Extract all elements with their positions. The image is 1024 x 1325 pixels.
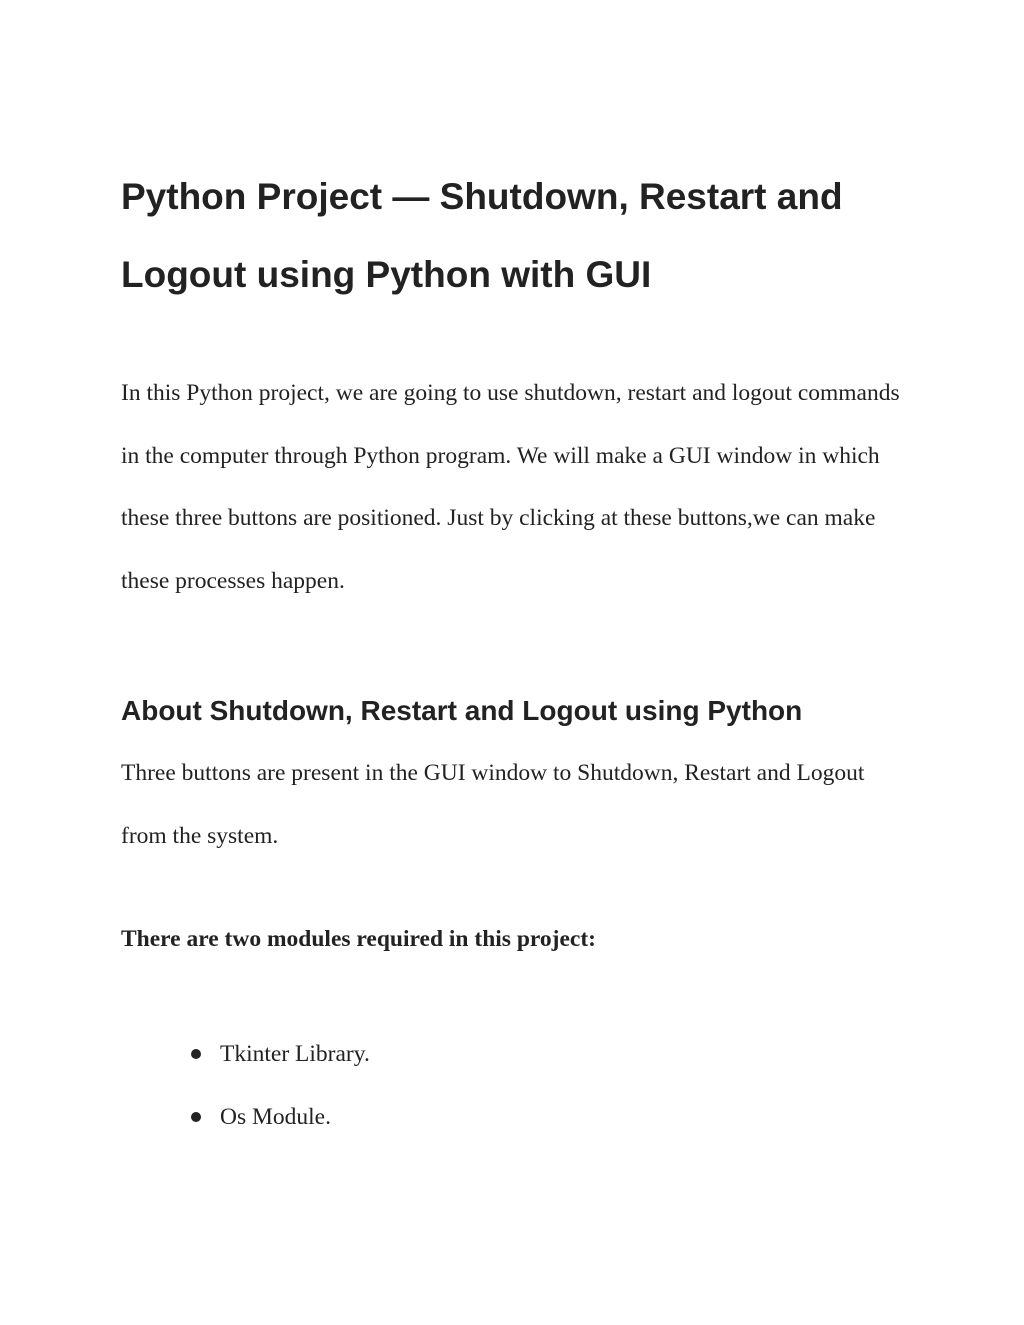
module-list	[189, 1036, 370, 1162]
bullet-icon	[191, 1112, 201, 1122]
list-item	[189, 1036, 370, 1072]
bullet-icon	[191, 1049, 201, 1059]
module-item-label: Tkinter Library.	[220, 1041, 370, 1067]
page-title: Python Project — Shutdown, Restart and Logout using Python with GUI	[121, 176, 843, 295]
module-item-label: Os Module.	[220, 1104, 331, 1130]
about-heading: About Shutdown, Restart and Logout using Python	[121, 695, 803, 726]
about-paragraph: Three buttons are present in the GUI window to Shutdown, Restart and Logout from the system.	[121, 760, 865, 849]
modules-heading: There are two modules required in this project:	[121, 926, 596, 952]
list-item	[189, 1099, 370, 1135]
intro-paragraph: In this Python project, we are going to use shutdown, restart and logout commands in the computer through Python program. We will make a GUI window in which these three buttons are positioned. Just by clicking at these buttons,we can make these processes happen.	[121, 380, 900, 594]
